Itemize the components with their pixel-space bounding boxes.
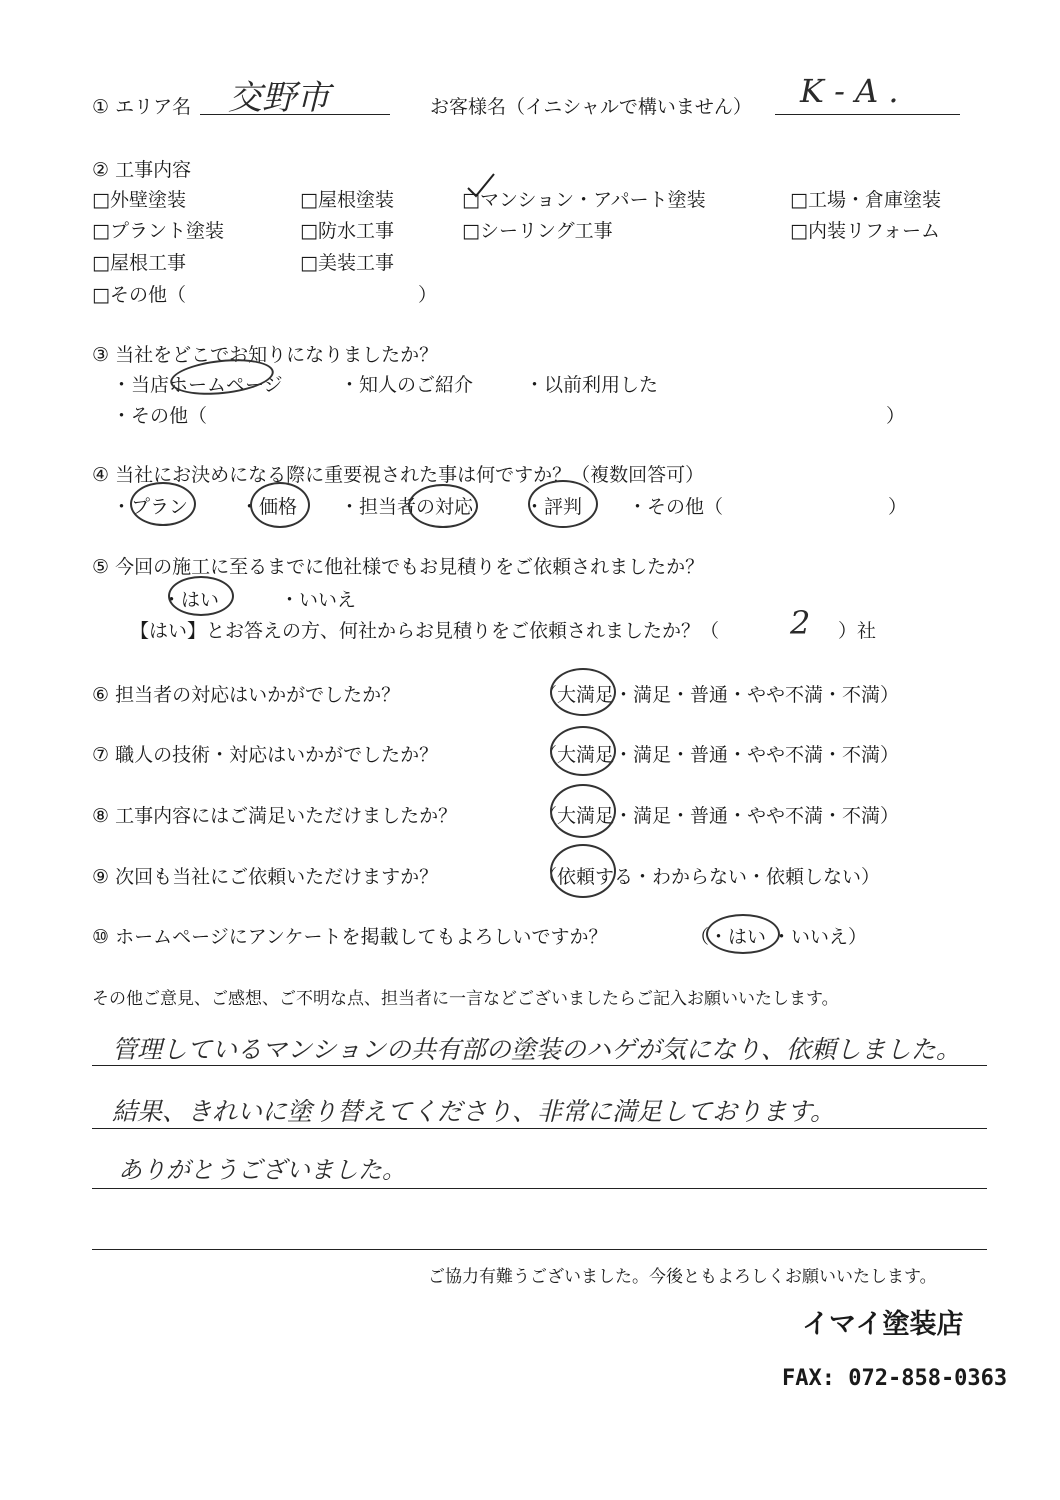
q4-option-reputation[interactable]: ・評判 <box>525 496 583 518</box>
q8-title: ⑧ 工事内容にはご満足いただけましたか？ <box>92 805 458 827</box>
q4-option-plan[interactable]: ・プラン <box>112 496 189 518</box>
comment-rule <box>92 1188 987 1189</box>
selection-circle <box>528 480 598 528</box>
q4-other-close: ） <box>888 496 908 518</box>
q8-scale[interactable]: （大満足・満足・普通・やや不満・不満） <box>538 805 900 827</box>
q3-option-other[interactable]: ・その他（ <box>112 405 208 427</box>
selection-circle <box>168 576 234 616</box>
fax-number: FAX: 072-858-0363 <box>782 1366 1008 1391</box>
q9-title: ⑨ 次回も当社にご依頼いただけますか？ <box>92 866 439 888</box>
q2-other-close: ） <box>418 284 438 306</box>
q2-option[interactable]: □屋根塗装 <box>300 189 394 211</box>
q6-title: ⑥ 担当者の対応はいかがでしたか？ <box>92 684 401 706</box>
comment-line: ありがとうございました。 <box>118 1156 406 1184</box>
q7-title: ⑦ 職人の技術・対応はいかがでしたか？ <box>92 744 439 766</box>
q2-option[interactable]: □内装リフォーム <box>790 220 941 242</box>
q3-option-homepage[interactable]: ・当店ホームページ <box>112 374 283 396</box>
q2-option[interactable]: □屋根工事 <box>92 252 186 274</box>
comment-rule <box>92 1128 987 1129</box>
q9-scale[interactable]: （依頼する・わからない・依頼しない） <box>538 866 881 888</box>
q2-option[interactable]: □工場・倉庫塗装 <box>790 189 941 211</box>
area-underline <box>200 114 390 115</box>
selection-circle <box>408 484 478 528</box>
q10-scale[interactable]: （・はい ・いいえ） <box>690 926 868 948</box>
q5-yes[interactable]: ・はい <box>162 589 220 611</box>
q3-title: ③ 当社をどこでお知りになりましたか？ <box>92 344 439 366</box>
comment-line: 管理しているマンションの共有部の塗装のハゲが気になり、依頼しました。 <box>112 1035 961 1064</box>
q5-count: 2 <box>790 604 811 642</box>
customer-label: お客様名（イニシャルで構いません） <box>430 96 752 118</box>
q2-option[interactable]: □防水工事 <box>300 220 394 242</box>
checkmark-icon <box>466 172 496 202</box>
q5-unit: ）社 <box>838 620 877 642</box>
selection-circle <box>550 726 616 776</box>
q5-followup: 【はい】とお答えの方、何社からお見積りをご依頼されましたか？（ <box>130 620 720 642</box>
q4-option-staff[interactable]: ・担当者の対応 <box>340 496 474 518</box>
selection-circle <box>130 482 196 526</box>
selection-circle <box>550 844 616 898</box>
q6-scale[interactable]: （大満足・満足・普通・やや不満・不満） <box>538 684 900 706</box>
selection-circle <box>250 482 310 528</box>
q7-scale[interactable]: （大満足・満足・普通・やや不満・不満） <box>538 744 900 766</box>
comment-rule <box>92 1249 987 1250</box>
selection-circle <box>706 914 780 954</box>
customer-underline <box>775 114 960 115</box>
q2-option[interactable]: □プラント塗装 <box>92 220 224 242</box>
q5-title: ⑤ 今回の施工に至るまでに他社様でもお見積りをご依頼されましたか？ <box>92 556 705 578</box>
q2-option[interactable]: □外壁塗装 <box>92 189 186 211</box>
q5-no[interactable]: ・いいえ <box>280 589 357 611</box>
selection-circle <box>550 668 616 716</box>
q2-option-other[interactable]: □その他（ <box>92 284 186 306</box>
q4-title: ④ 当社にお決めになる際に重要視された事は何ですか？（複数回答可） <box>92 464 705 486</box>
q4-option-other[interactable]: ・その他（ <box>628 496 724 518</box>
footer-thanks: ご協力有難うございました。今後ともよろしくお願いいたします。 <box>428 1267 937 1287</box>
q3-other-close: ） <box>886 405 906 427</box>
q3-option[interactable]: ・知人のご紹介 <box>340 374 474 396</box>
area-value: 交野市 <box>228 78 330 118</box>
comment-line: 結果、きれいに塗り替えてくださり、非常に満足しております。 <box>112 1097 836 1126</box>
comments-prompt: その他ご意見、ご感想、ご不明な点、担当者に一言などございましたらご記入お願いいたします。 <box>92 989 839 1009</box>
shop-name: イマイ塗装店 <box>802 1309 964 1340</box>
q10-title: ⑩ ホームページにアンケートを掲載してもよろしいですか？ <box>92 926 608 948</box>
q3-option[interactable]: ・以前利用した <box>525 374 659 396</box>
area-label: ① エリア名 <box>92 96 192 118</box>
q2-title: ② 工事内容 <box>92 159 192 181</box>
q2-option-mansion[interactable]: □マンション・アパート塗装 <box>462 189 706 211</box>
q2-option[interactable]: □シーリング工事 <box>462 220 613 242</box>
customer-value: K - A . <box>800 72 899 110</box>
comment-rule <box>92 1065 987 1066</box>
q2-option[interactable]: □美装工事 <box>300 252 394 274</box>
q4-option-price[interactable]: ・価格 <box>240 496 298 518</box>
selection-circle <box>550 784 616 838</box>
